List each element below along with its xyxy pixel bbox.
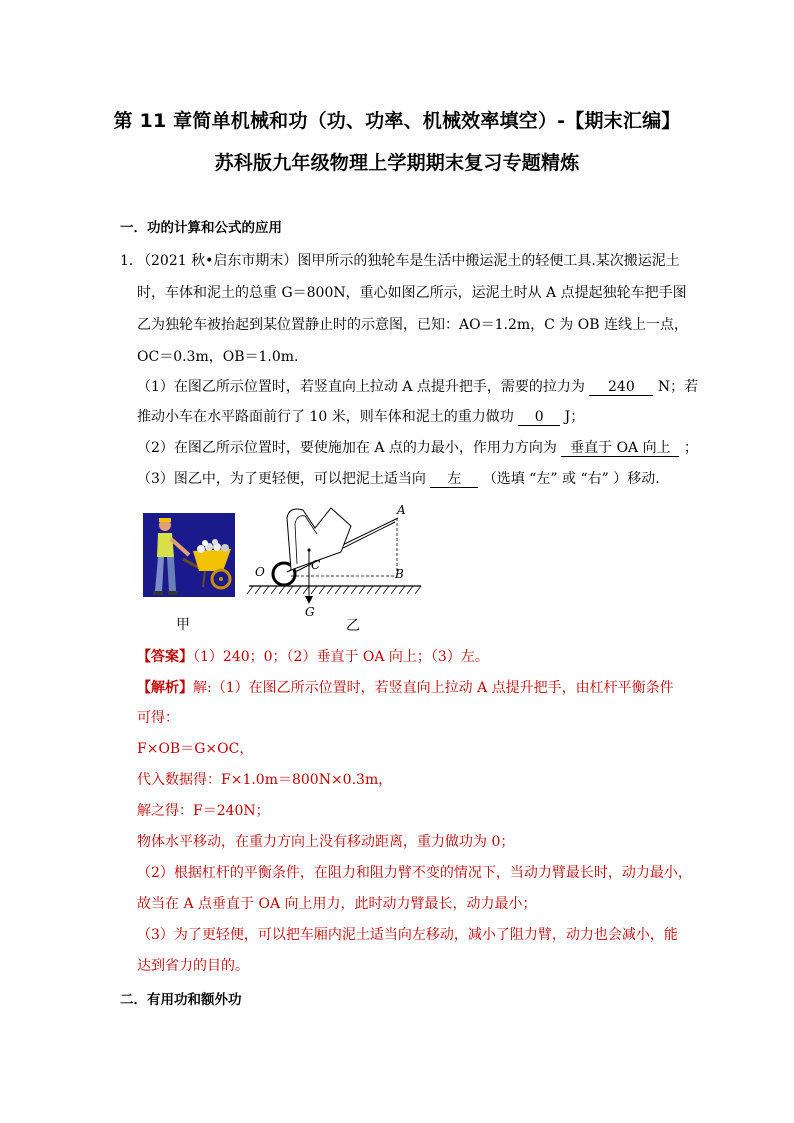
answer-blank-3: 左 xyxy=(430,471,478,488)
question-stem-line-4: OC＝0.3m，OB＝1.0m. xyxy=(137,349,299,365)
label-b: B xyxy=(395,567,404,581)
question-stem-line-2: 时，车体和泥土的总重 G＝800N，重心如图乙所示，运泥土时从 A 点提起独轮车把手图 xyxy=(137,285,687,301)
subquestion-3 xyxy=(137,468,660,488)
subquestion-3-tail: （选填 “左” 或 “右” ）移动. xyxy=(482,471,660,487)
section-heading-2: 二．有用功和额外功 xyxy=(120,992,242,1008)
figure-caption-yi: 乙 xyxy=(346,618,360,634)
analysis-line-6: 物体水平移动，在重力方向上没有移动距离，重力做功为 0； xyxy=(137,834,515,850)
subquestion-1b-text: 推动小车在水平路面前行了 10 米，则车体和泥土的重力做功 xyxy=(137,409,514,425)
analysis-label: 【解析】 xyxy=(137,680,193,696)
label-g: G xyxy=(305,605,315,619)
question-stem-line-3: 乙为独轮车被抬起到某位置静止时的示意图，已知：AO＝1.2m，C 为 OB 连线上一点， xyxy=(137,317,688,333)
subquestion-2 xyxy=(137,437,698,457)
label-o: O xyxy=(255,565,265,579)
section-heading-1: 一．功的计算和公式的应用 xyxy=(120,220,282,236)
analysis-text-1: 解:（1）在图乙所示位置时，若竖直向上拉动 A 点提升把手，由杠杆平衡条件 xyxy=(193,680,674,696)
question-stem-line-1: （2021 秋•启东市期末）图甲所示的独轮车是生活中搬运泥土的轻便工具.某次搬运泥土 xyxy=(137,253,680,269)
subquestion-1b-tail: J； xyxy=(564,409,585,425)
subquestion-1a-text: （1）在图乙所示位置时，若竖直向上拉动 A 点提升把手，需要的拉力为 xyxy=(137,379,585,395)
figure-caption-jia: 甲 xyxy=(176,617,190,633)
document-title-line2: 苏科版九年级物理上学期期末复习专题精炼 xyxy=(214,152,580,174)
answer-label: 【答案】 xyxy=(137,649,193,665)
question-number: 1． xyxy=(120,253,143,269)
analysis-line-8: 故当在 A 点垂直于 OA 向上用力，此时动力臂最长，动力最小； xyxy=(137,896,537,912)
subquestion-1a xyxy=(137,376,698,396)
label-a: A xyxy=(397,503,406,517)
analysis-line-5: 解之得：F＝240N； xyxy=(137,803,270,819)
analysis-line-9: （3）为了更轻便，可以把车厢内泥土适当向左移动，减小了阻力臂，动力也会减小，能 xyxy=(137,927,678,943)
analysis-line-2: 可得： xyxy=(137,710,179,726)
analysis-line-3: F×OB＝G×OC， xyxy=(137,741,254,757)
subquestion-1a-tail: N；若 xyxy=(657,379,699,395)
answer-blank-2: 垂直于 OA 向上 xyxy=(561,440,679,457)
analysis-line-1 xyxy=(137,677,674,697)
answer-text: （1）240；0；（2）垂直于 OA 向上；（3）左。 xyxy=(193,649,489,665)
document-title-line1: 第 11 章简单机械和功（功、功率、机械效率填空）-【期末汇编】 xyxy=(113,110,681,132)
subquestion-2-text: （2）在图乙所示位置时，要使施加在 A 点的力最小，作用力方向为 xyxy=(137,440,557,456)
figure-jia-wheelbarrow-illustration xyxy=(143,513,235,597)
analysis-line-7: （2）根据杠杆的平衡条件，在阻力和阻力臂不变的情况下，当动力臂最长时，动力最小， xyxy=(137,865,692,881)
answer-block xyxy=(137,646,489,666)
label-c: C xyxy=(311,558,321,572)
analysis-line-4: 代入数据得：F×1.0m＝800N×0.3m， xyxy=(137,772,393,788)
analysis-line-10: 达到省力的目的。 xyxy=(137,958,249,974)
answer-blank-1b: 0 xyxy=(518,409,560,426)
answer-blank-1a: 240 xyxy=(589,379,653,396)
subquestion-2-tail: ； xyxy=(683,440,698,456)
subquestion-3-text: （3）图乙中，为了更轻便，可以把泥土适当向 xyxy=(137,471,426,487)
figure-yi-lever-diagram xyxy=(245,498,425,620)
subquestion-1b xyxy=(137,406,584,426)
